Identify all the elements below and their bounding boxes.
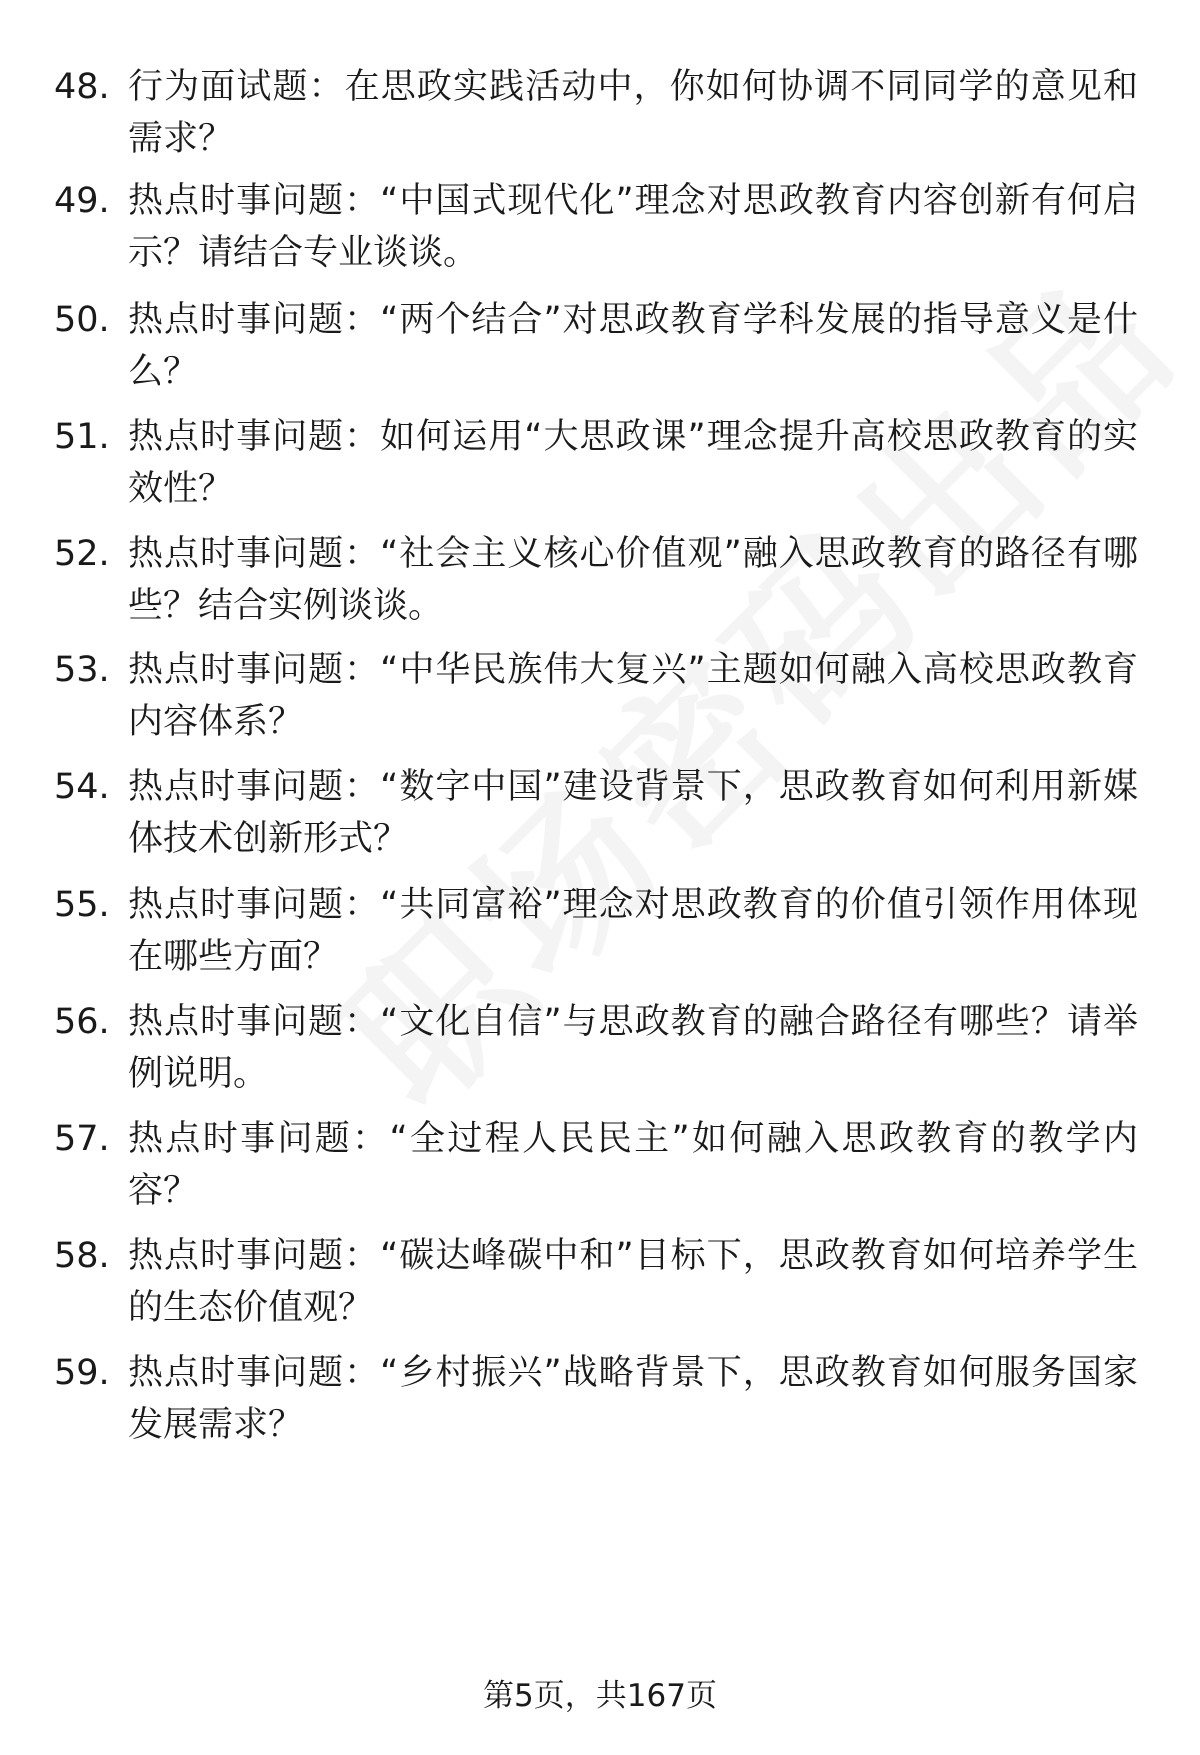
question-text: 热点时事问题：“碳达峰碳中和”目标下，思政教育如何培养学生的生态价值观？ bbox=[128, 1236, 1138, 1328]
question-number: 58. bbox=[54, 1236, 110, 1276]
question-item bbox=[0, 528, 1200, 640]
question-text: 热点时事问题：“乡村振兴”战略背景下，思政教育如何服务国家发展需求？ bbox=[128, 1353, 1138, 1445]
question-text: 热点时事问题：“中华民族伟大复兴”主题如何融入高校思政教育内容体系？ bbox=[128, 650, 1138, 742]
question-number: 48. bbox=[54, 67, 110, 107]
question-text: 热点时事问题：“两个结合”对思政教育学科发展的指导意义是什么？ bbox=[128, 300, 1138, 392]
question-number: 51. bbox=[54, 417, 110, 457]
question-item bbox=[0, 761, 1200, 873]
question-item bbox=[0, 294, 1200, 406]
question-number: 55. bbox=[54, 885, 110, 925]
question-text: 热点时事问题：“文化自信”与思政教育的融合路径有哪些？请举例说明。 bbox=[128, 1002, 1138, 1094]
question-text: 热点时事问题：如何运用“大思政课”理念提升高校思政教育的实效性？ bbox=[128, 417, 1138, 509]
question-number: 52. bbox=[54, 534, 110, 574]
question-item bbox=[0, 411, 1200, 523]
question-text: 热点时事问题：“中国式现代化”理念对思政教育内容创新有何启示？请结合专业谈谈。 bbox=[128, 181, 1138, 273]
question-number: 57. bbox=[54, 1119, 110, 1159]
question-number: 54. bbox=[54, 767, 110, 807]
question-text: 行为面试题：在思政实践活动中，你如何协调不同同学的意见和需求？ bbox=[128, 67, 1138, 159]
question-item bbox=[0, 1113, 1200, 1225]
question-item bbox=[0, 61, 1200, 173]
question-item bbox=[0, 1230, 1200, 1342]
question-item bbox=[0, 644, 1200, 756]
question-item bbox=[0, 996, 1200, 1108]
question-number: 49. bbox=[54, 181, 110, 221]
question-text: 热点时事问题：“社会主义核心价值观”融入思政教育的路径有哪些？结合实例谈谈。 bbox=[128, 534, 1138, 626]
question-number: 53. bbox=[54, 650, 110, 690]
question-number: 59. bbox=[54, 1353, 110, 1393]
page-footer: 第5页，共167页 bbox=[483, 1678, 717, 1714]
question-number: 56. bbox=[54, 1002, 110, 1042]
question-item bbox=[0, 879, 1200, 991]
question-item bbox=[0, 175, 1200, 287]
question-item bbox=[0, 1347, 1200, 1459]
question-text: 热点时事问题：“全过程人民民主”如何融入思政教育的教学内容？ bbox=[128, 1119, 1138, 1211]
question-text: 热点时事问题：“数字中国”建设背景下，思政教育如何利用新媒体技术创新形式？ bbox=[128, 767, 1138, 859]
question-text: 热点时事问题：“共同富裕”理念对思政教育的价值引领作用体现在哪些方面？ bbox=[128, 885, 1138, 977]
question-number: 50. bbox=[54, 300, 110, 340]
